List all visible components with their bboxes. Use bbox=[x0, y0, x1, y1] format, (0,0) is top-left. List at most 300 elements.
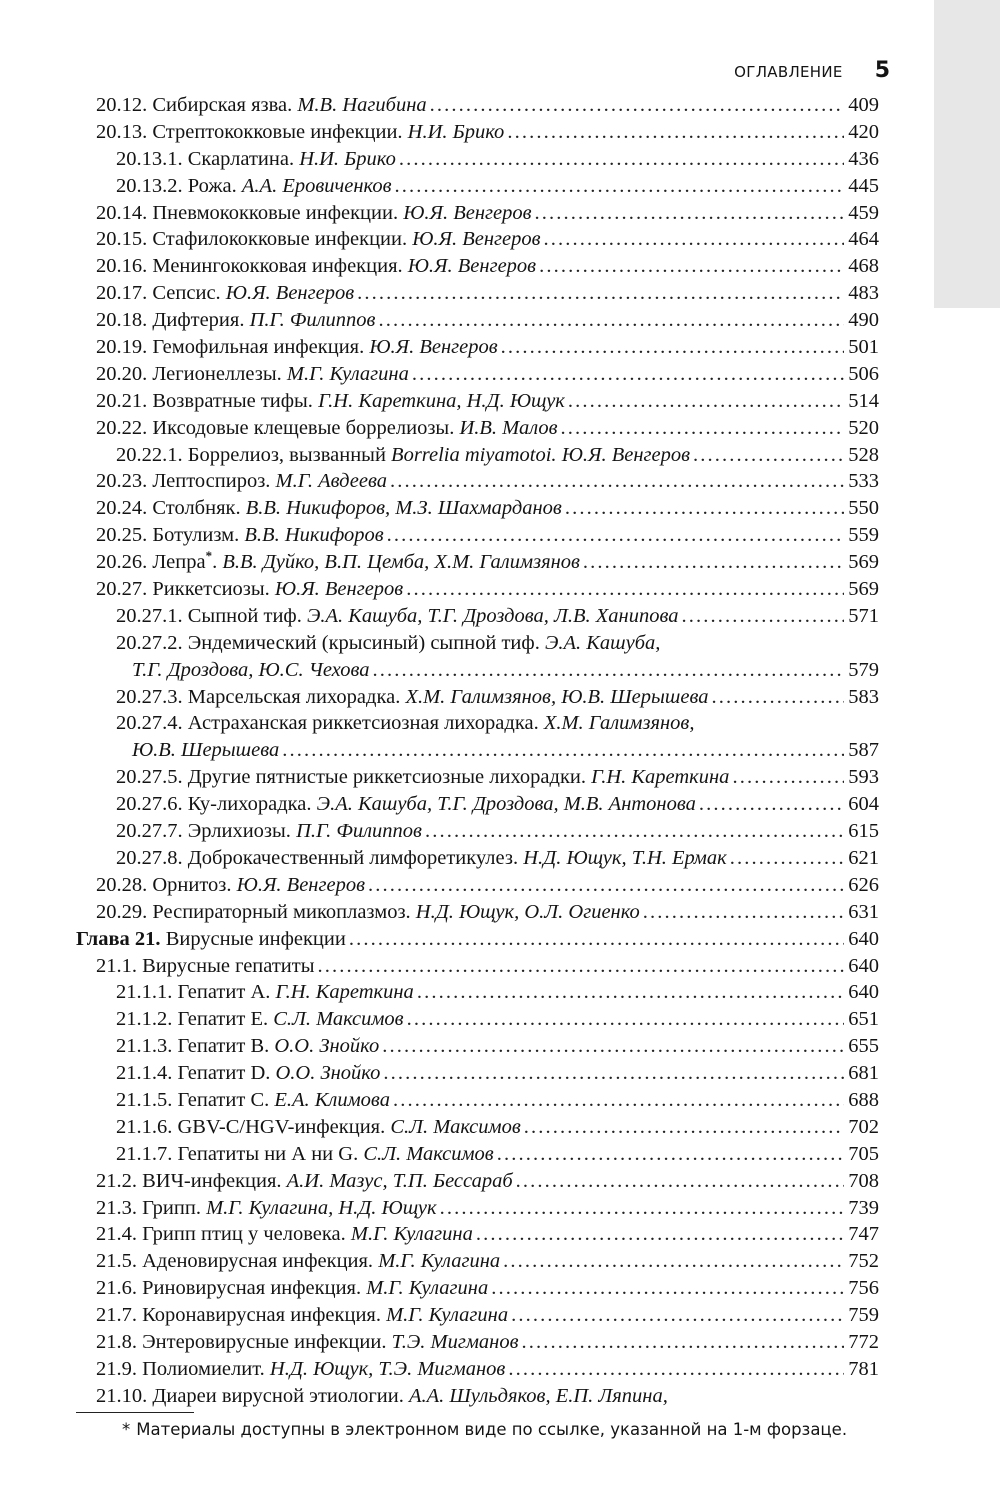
section-title: Стафилококковые инфекции. bbox=[152, 228, 408, 251]
toc-entry[interactable] bbox=[76, 388, 879, 415]
section-authors: С.Л. Максимов bbox=[390, 1115, 521, 1138]
section-authors: Ю.Я. Венгеров bbox=[274, 578, 404, 601]
toc-entry-text bbox=[96, 1168, 516, 1195]
section-authors: Ю.Я. Венгеров bbox=[561, 443, 690, 466]
section-title-latin: Borrelia miyamotoi. bbox=[391, 443, 557, 466]
dot-leader bbox=[393, 1087, 844, 1114]
toc-entry[interactable] bbox=[76, 684, 879, 711]
toc-entry-text bbox=[96, 200, 535, 227]
toc-entry-text bbox=[96, 522, 387, 549]
section-number: 20.27.3. bbox=[116, 685, 183, 708]
toc-entry[interactable] bbox=[76, 173, 879, 200]
dot-leader bbox=[711, 684, 844, 711]
section-number: 21.4. bbox=[96, 1223, 137, 1246]
toc-entry[interactable] bbox=[76, 979, 879, 1006]
section-number: 20.12. bbox=[96, 94, 148, 116]
section-title: Полиомиелит. bbox=[142, 1357, 265, 1380]
page-ref: 705 bbox=[848, 1142, 879, 1165]
section-title: Возвратные тифы. bbox=[152, 389, 313, 412]
page-ref: 752 bbox=[848, 1250, 879, 1273]
section-authors: Г.Н. Кареткина bbox=[591, 766, 730, 789]
section-authors: М.Г. Кулагина bbox=[386, 1304, 509, 1327]
dot-leader bbox=[503, 1248, 844, 1275]
section-authors: С.Л. Максимов bbox=[273, 1008, 404, 1031]
section-number: 21.1.4. bbox=[116, 1062, 173, 1085]
toc-entry[interactable] bbox=[76, 630, 879, 657]
page-ref: 640 bbox=[848, 927, 879, 950]
dot-leader bbox=[383, 1060, 844, 1087]
toc-entry[interactable] bbox=[76, 576, 879, 603]
page-ref: 651 bbox=[848, 1008, 879, 1031]
toc-entry[interactable] bbox=[76, 307, 879, 334]
dot-leader bbox=[378, 307, 844, 334]
section-number: 20.19. bbox=[96, 336, 148, 359]
section-title: Пневмококковые инфекции. bbox=[152, 201, 399, 224]
dot-leader bbox=[318, 953, 845, 980]
toc-entry[interactable] bbox=[76, 737, 879, 764]
section-title: Доброкачественный лимфоретикулез. bbox=[187, 846, 519, 869]
toc-entry-text bbox=[96, 1275, 491, 1302]
section-title: Грипп. bbox=[142, 1196, 201, 1219]
section-authors: Ю.Я. Венгеров bbox=[236, 873, 365, 896]
toc-entry[interactable] bbox=[76, 1195, 879, 1222]
page-ref: 459 bbox=[848, 201, 879, 224]
section-title: Сибирская язва. bbox=[152, 94, 293, 116]
section-title: Гепатит С. bbox=[177, 1088, 270, 1111]
section-authors: Е.А. Климова bbox=[274, 1088, 390, 1111]
section-title: Респираторный микоплазмоз. bbox=[152, 900, 411, 923]
dot-leader bbox=[476, 1221, 844, 1248]
toc-entry-text bbox=[116, 979, 417, 1006]
section-authors: Н.Д. Ющук, Т.Н. Ермак bbox=[523, 846, 727, 869]
section-authors: С.Л. Максимов bbox=[363, 1142, 494, 1165]
page-ref: 640 bbox=[848, 981, 879, 1004]
section-authors: Г.Н. Кареткина bbox=[275, 981, 414, 1004]
toc-entry-text bbox=[76, 926, 349, 953]
section-authors: В.В. Дуйко, В.П. Цемба, Х.М. Галимзянов bbox=[222, 551, 580, 574]
dot-leader bbox=[535, 200, 845, 227]
toc-entry[interactable] bbox=[76, 415, 879, 442]
page-ref: 490 bbox=[848, 309, 879, 332]
section-title: Эрлихиозы. bbox=[187, 820, 291, 843]
page-ref: 550 bbox=[848, 497, 879, 520]
toc-entry-text bbox=[116, 710, 697, 737]
toc-entry[interactable] bbox=[76, 791, 879, 818]
dot-leader bbox=[516, 1168, 845, 1195]
dot-leader bbox=[440, 1195, 845, 1222]
section-authors: Н.Д. Ющук, О.Л. Огиенко bbox=[415, 900, 640, 923]
toc-entry-text bbox=[96, 576, 406, 603]
section-title: Скарлатина. bbox=[187, 147, 295, 170]
toc-entry-text bbox=[96, 226, 544, 253]
dot-leader bbox=[497, 1141, 845, 1168]
toc-entry[interactable] bbox=[76, 1168, 879, 1195]
section-number: 20.15. bbox=[96, 228, 148, 251]
toc-entry[interactable] bbox=[76, 603, 879, 630]
dot-leader bbox=[399, 146, 844, 173]
section-number: 20.29. bbox=[96, 900, 148, 923]
section-number: 21.1.2. bbox=[116, 1008, 173, 1031]
page-ref: 640 bbox=[848, 954, 879, 977]
toc-entry-text bbox=[116, 603, 682, 630]
section-number: 20.20. bbox=[96, 362, 148, 385]
page-ref: 501 bbox=[848, 336, 879, 359]
section-number: 20.18. bbox=[96, 309, 148, 332]
toc-entry-text bbox=[116, 173, 395, 200]
section-number: 21.2. bbox=[96, 1169, 137, 1192]
section-authors: М.Г. Кулагина bbox=[378, 1250, 501, 1273]
section-title: Гемофильная инфекция. bbox=[152, 336, 365, 359]
section-number: 20.27.1. bbox=[116, 604, 183, 627]
section-number: 21.1.1. bbox=[116, 981, 173, 1004]
section-title: GBV-C/HGV-инфекция. bbox=[177, 1115, 386, 1138]
section-title: Лепра bbox=[152, 551, 206, 574]
section-number: 21.1.7. bbox=[116, 1142, 173, 1165]
toc-entry[interactable] bbox=[76, 280, 879, 307]
dot-leader bbox=[568, 388, 844, 415]
section-authors: М.Г. Кулагина bbox=[350, 1223, 473, 1246]
section-authors: М.Г. Кулагина bbox=[366, 1277, 489, 1300]
toc-entry[interactable] bbox=[76, 1356, 879, 1383]
page-ref: 409 bbox=[848, 94, 879, 116]
section-authors: Ю.Я. Венгеров bbox=[403, 201, 532, 224]
section-authors: Ю.Я. Венгеров bbox=[225, 282, 355, 305]
section-authors: Э.А. Кашуба, Т.Г. Дроздова, Л.В. Ханипова bbox=[306, 604, 679, 627]
section-title: Вирусные инфекции bbox=[165, 927, 346, 950]
section-number: 21.1.6. bbox=[116, 1115, 173, 1138]
toc-entry-text bbox=[96, 1195, 440, 1222]
section-title: Стрептококковые инфекции. bbox=[152, 120, 403, 143]
dot-leader bbox=[357, 280, 844, 307]
page-ref: 583 bbox=[848, 685, 879, 708]
dot-leader bbox=[390, 468, 844, 495]
footnote-divider bbox=[76, 1412, 194, 1413]
section-number: 20.17. bbox=[96, 282, 148, 305]
section-number: 21.8. bbox=[96, 1330, 137, 1353]
toc-entry-text bbox=[116, 764, 732, 791]
dot-leader bbox=[699, 791, 844, 818]
toc-entry[interactable] bbox=[76, 1114, 879, 1141]
section-authors: Т.Г. Дроздова, Ю.С. Чехова bbox=[132, 658, 370, 681]
page-ref: 579 bbox=[848, 658, 879, 681]
section-number: 20.22. bbox=[96, 416, 148, 439]
page-ref: 436 bbox=[848, 147, 879, 170]
dot-leader bbox=[511, 1302, 844, 1329]
toc-entry-text bbox=[96, 388, 568, 415]
section-authors: А.И. Мазус, Т.П. Бессараб bbox=[286, 1169, 513, 1192]
section-number: 21.1.5. bbox=[116, 1088, 173, 1111]
toc-entry[interactable] bbox=[76, 200, 879, 227]
page-ref: 747 bbox=[848, 1223, 879, 1246]
table-of-contents bbox=[76, 92, 879, 1410]
toc-entry-text bbox=[116, 630, 663, 657]
toc-entry-text bbox=[96, 253, 539, 280]
section-authors: М.Г. Кулагина bbox=[286, 362, 409, 385]
dot-leader bbox=[417, 979, 844, 1006]
section-number: 20.27.4. bbox=[116, 712, 183, 735]
toc-entry[interactable] bbox=[76, 872, 879, 899]
page-header bbox=[690, 58, 890, 83]
section-authors: Э.А. Кашуба, Т.Г. Дроздова, М.В. Антонова bbox=[316, 793, 696, 816]
toc-entry[interactable] bbox=[76, 522, 879, 549]
section-authors: Т.Э. Мигманов bbox=[391, 1330, 519, 1353]
dot-leader bbox=[508, 1356, 844, 1383]
toc-entry[interactable] bbox=[76, 764, 879, 791]
toc-entry[interactable] bbox=[76, 818, 879, 845]
section-authors: И.В. Малов bbox=[459, 416, 558, 439]
section-authors: Ю.Я. Венгеров bbox=[407, 255, 537, 278]
section-title: Вирусные гепатиты bbox=[142, 954, 315, 977]
section-title: Ку-лихорадка. bbox=[187, 793, 312, 816]
section-title: Лептоспироз. bbox=[152, 470, 271, 493]
toc-entry-text bbox=[96, 872, 368, 899]
dot-leader bbox=[682, 603, 845, 630]
toc-entry-text bbox=[116, 791, 699, 818]
dot-leader bbox=[643, 899, 844, 926]
toc-entry-text bbox=[96, 334, 501, 361]
toc-entry-text bbox=[116, 1060, 383, 1087]
section-number: 20.24. bbox=[96, 497, 148, 520]
section-title: Дифтерия. bbox=[152, 309, 245, 332]
section-number: 20.22.1. bbox=[116, 443, 183, 466]
section-number: 20.16. bbox=[96, 255, 148, 278]
section-title: Боррелиоз, вызванный bbox=[187, 443, 386, 466]
section-number: 20.21. bbox=[96, 389, 148, 412]
dot-leader bbox=[407, 1006, 845, 1033]
dot-leader bbox=[382, 1033, 844, 1060]
page-ref: 464 bbox=[848, 228, 879, 251]
toc-entry[interactable] bbox=[76, 92, 879, 119]
toc-entry[interactable] bbox=[76, 468, 879, 495]
section-title: Диареи вирусной этиологии. bbox=[152, 1384, 404, 1407]
section-number: 21.1.3. bbox=[116, 1035, 173, 1058]
page-ref: 571 bbox=[848, 604, 879, 627]
toc-entry[interactable] bbox=[76, 1302, 879, 1329]
toc-entry[interactable] bbox=[76, 926, 879, 953]
toc-entry[interactable] bbox=[76, 1221, 879, 1248]
section-authors: Н.Д. Ющук, Т.Э. Мигманов bbox=[269, 1357, 506, 1380]
toc-entry-text bbox=[116, 1033, 382, 1060]
section-number: 21.1. bbox=[96, 954, 137, 977]
toc-entry-text bbox=[116, 1141, 497, 1168]
page-ref: 621 bbox=[848, 846, 879, 869]
section-title: ВИЧ-инфекция. bbox=[142, 1169, 282, 1192]
section-authors: Н.И. Брико bbox=[299, 147, 396, 170]
toc-entry-text bbox=[96, 1356, 508, 1383]
section-title: Ботулизм. bbox=[152, 524, 240, 547]
dot-leader bbox=[565, 495, 844, 522]
section-number: 20.25. bbox=[96, 524, 148, 547]
toc-entry[interactable] bbox=[76, 1006, 879, 1033]
section-title: Гепатиты ни А ни G. bbox=[177, 1142, 359, 1165]
section-title: Рожа. bbox=[187, 174, 237, 197]
section-title: Гепатит D. bbox=[177, 1062, 271, 1085]
toc-entry[interactable] bbox=[76, 710, 879, 737]
section-authors: П.Г. Филиппов bbox=[296, 820, 422, 843]
toc-entry-text bbox=[132, 737, 282, 764]
page-ref: 708 bbox=[848, 1169, 879, 1192]
dot-leader bbox=[539, 253, 844, 280]
dot-leader bbox=[387, 522, 845, 549]
section-title: Аденовирусная инфекция. bbox=[142, 1250, 374, 1273]
toc-entry-text bbox=[96, 1383, 671, 1410]
section-number: 21.3. bbox=[96, 1196, 137, 1219]
toc-entry-text bbox=[96, 307, 378, 334]
section-title: Гепатит В. bbox=[177, 1035, 270, 1058]
dot-leader bbox=[425, 818, 844, 845]
section-number: 20.27.6. bbox=[116, 793, 183, 816]
section-title: Риккетсиозы. bbox=[152, 578, 270, 601]
section-title-tail: . bbox=[212, 551, 218, 574]
dot-leader bbox=[524, 1114, 845, 1141]
chapter-number: Глава 21. bbox=[76, 927, 161, 950]
toc-entry-text bbox=[116, 845, 730, 872]
section-title: Энтеровирусные инфекции. bbox=[142, 1330, 387, 1353]
dot-leader bbox=[583, 549, 844, 576]
toc-entry-text bbox=[96, 468, 390, 495]
toc-entry-text bbox=[116, 146, 399, 173]
section-title: Марсельская лихорадка. bbox=[187, 685, 401, 708]
section-number: 20.13. bbox=[96, 120, 148, 143]
dot-leader bbox=[693, 442, 844, 469]
toc-entry[interactable] bbox=[76, 657, 879, 684]
toc-entry-text bbox=[96, 953, 318, 980]
toc-entry-text bbox=[96, 280, 357, 307]
toc-entry[interactable] bbox=[76, 953, 879, 980]
dot-leader bbox=[282, 737, 844, 764]
section-number: 20.13.2. bbox=[116, 174, 183, 197]
dot-leader bbox=[406, 576, 844, 603]
toc-entry[interactable] bbox=[76, 845, 879, 872]
page-ref: 468 bbox=[848, 255, 879, 278]
section-authors: М.Г. Авдеева bbox=[275, 470, 387, 493]
page-ref: 506 bbox=[848, 362, 879, 385]
section-title: Риновирусная инфекция. bbox=[142, 1277, 362, 1300]
toc-entry[interactable] bbox=[76, 1329, 879, 1356]
toc-entry-text bbox=[96, 1248, 503, 1275]
page-ref: 533 bbox=[848, 470, 879, 493]
dot-leader bbox=[412, 361, 844, 388]
section-number: 20.28. bbox=[96, 873, 148, 896]
toc-entry[interactable] bbox=[76, 146, 879, 173]
toc-entry-text bbox=[96, 549, 583, 576]
toc-entry[interactable] bbox=[76, 495, 879, 522]
page-ref: 514 bbox=[848, 389, 879, 412]
dot-leader bbox=[730, 845, 845, 872]
section-title: Коронавирусная инфекция. bbox=[142, 1304, 381, 1327]
footnote-text: Материалы доступны в электронном виде по ссылке, указанной на 1-м форзаце. bbox=[136, 1420, 848, 1439]
dot-leader bbox=[395, 173, 845, 200]
toc-entry-text bbox=[132, 657, 373, 684]
section-title: Гепатит Е. bbox=[177, 1008, 269, 1031]
section-authors: О.О. Знойко bbox=[274, 1035, 380, 1058]
toc-entry[interactable] bbox=[76, 1275, 879, 1302]
section-authors: Ю.Я. Венгеров bbox=[369, 336, 498, 359]
section-number: 20.14. bbox=[96, 201, 148, 224]
section-number: 20.27. bbox=[96, 578, 148, 601]
toc-entry-text bbox=[116, 818, 425, 845]
dot-leader bbox=[368, 872, 844, 899]
page-ref: 781 bbox=[848, 1357, 879, 1380]
section-title: Грипп птиц у человека. bbox=[142, 1223, 346, 1246]
page-ref: 420 bbox=[848, 120, 879, 143]
section-number: 21.7. bbox=[96, 1304, 137, 1327]
toc-entry[interactable] bbox=[76, 361, 879, 388]
toc-entry[interactable] bbox=[76, 334, 879, 361]
page-edge-tab bbox=[934, 0, 1000, 308]
toc-entry[interactable] bbox=[76, 253, 879, 280]
page-ref: 593 bbox=[848, 766, 879, 789]
toc-entry[interactable] bbox=[76, 442, 879, 469]
toc-entry[interactable] bbox=[76, 899, 879, 926]
dot-leader bbox=[521, 1329, 844, 1356]
section-title: Орнитоз. bbox=[152, 873, 232, 896]
page-ref: 759 bbox=[848, 1304, 879, 1327]
section-number: 20.27.7. bbox=[116, 820, 183, 843]
dot-leader bbox=[491, 1275, 844, 1302]
toc-entry[interactable] bbox=[76, 1033, 879, 1060]
section-authors: Ю.Я. Венгеров bbox=[412, 228, 541, 251]
section-number: 20.27.2. bbox=[116, 631, 183, 654]
toc-entry-text bbox=[116, 1006, 407, 1033]
dot-leader bbox=[349, 926, 844, 953]
toc-entry[interactable] bbox=[76, 1141, 879, 1168]
page-ref: 681 bbox=[848, 1062, 879, 1085]
toc-entry-text bbox=[96, 92, 430, 119]
section-number: 20.27.5. bbox=[116, 766, 183, 789]
section-title: Легионеллезы. bbox=[152, 362, 282, 385]
page-ref: 655 bbox=[848, 1035, 879, 1058]
page-ref: 587 bbox=[848, 739, 879, 762]
section-authors: П.Г. Филиппов bbox=[249, 309, 376, 332]
page-ref: 445 bbox=[848, 174, 879, 197]
toc-entry-text bbox=[96, 1221, 476, 1248]
page-ref: 615 bbox=[848, 820, 879, 843]
section-number: 20.27.8. bbox=[116, 846, 183, 869]
section-title: Гепатит А. bbox=[177, 981, 271, 1004]
section-number: 21.9. bbox=[96, 1357, 137, 1380]
toc-entry-text bbox=[116, 684, 711, 711]
page-ref: 626 bbox=[848, 873, 879, 896]
toc-entry[interactable] bbox=[76, 1060, 879, 1087]
footnote bbox=[122, 1418, 892, 1442]
section-authors: М.Г. Кулагина, Н.Д. Ющук bbox=[206, 1196, 437, 1219]
toc-entry-text bbox=[96, 1329, 521, 1356]
dot-leader bbox=[430, 92, 845, 119]
toc-entry[interactable] bbox=[76, 226, 879, 253]
toc-entry-text bbox=[96, 1302, 511, 1329]
toc-entry-text bbox=[116, 442, 693, 469]
section-title: Столбняк. bbox=[152, 497, 241, 520]
toc-entry[interactable] bbox=[76, 1087, 879, 1114]
page-ref: 631 bbox=[848, 900, 879, 923]
toc-entry[interactable] bbox=[76, 119, 879, 146]
toc-entry[interactable] bbox=[76, 1383, 879, 1410]
section-authors: Х.М. Галимзянов, bbox=[543, 712, 695, 735]
section-title: Сыпной тиф. bbox=[187, 604, 302, 627]
footnote-reference: * bbox=[205, 548, 213, 564]
toc-entry[interactable] bbox=[76, 549, 879, 576]
section-authors: А.А. Шульдяков, Е.П. Ляпина, bbox=[408, 1384, 668, 1407]
running-title: ОГЛАВЛЕНИЕ bbox=[734, 63, 843, 81]
toc-entry[interactable] bbox=[76, 1248, 879, 1275]
page-ref: 569 bbox=[848, 551, 879, 574]
page-ref: 569 bbox=[848, 578, 879, 601]
section-title: Другие пятнистые риккетсиозные лихорадки. bbox=[187, 766, 586, 789]
page-ref: 528 bbox=[848, 443, 879, 466]
dot-leader bbox=[544, 226, 845, 253]
section-title: Эндемический (крысиный) сыпной тиф. bbox=[187, 631, 540, 654]
